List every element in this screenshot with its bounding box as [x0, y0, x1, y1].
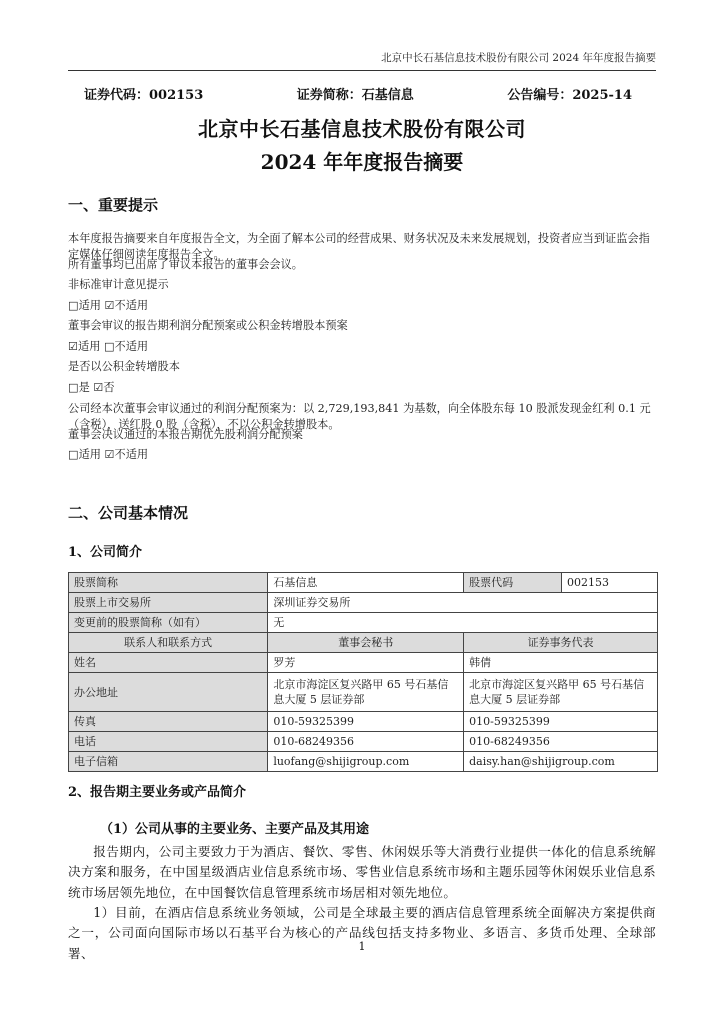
notes-line: 董事会决议通过的本报告期优先股利润分配预案 — [68, 427, 303, 441]
subheading-main-business: 2、报告期主要业务或产品简介 — [68, 785, 247, 800]
table-cell: 股票简称 — [69, 573, 268, 593]
table-header-cell: 联系人和联系方式 — [69, 633, 268, 653]
table-cell: 010-68249356 — [464, 732, 658, 752]
notes-line: 所有董事均已出席了审议本报告的董事会会议。 — [68, 257, 303, 271]
table-cell: 姓名 — [69, 653, 268, 673]
stock-code: 证券代码：002153 — [84, 88, 204, 103]
table-header-cell: 证券事务代表 — [464, 633, 658, 653]
table-cell: 罗芳 — [268, 653, 464, 673]
table-cell: daisy.han@shijigroup.com — [464, 752, 658, 772]
table-cell: 办公地址 — [69, 673, 268, 712]
notes-line: □适用 ☑不适用 — [68, 448, 149, 461]
table-cell: 股票代码 — [464, 573, 562, 593]
table-cell: 010-59325399 — [268, 712, 464, 732]
notes-line: 是否以公积金转增股本 — [68, 360, 180, 373]
table-row — [69, 712, 658, 732]
table-cell: 传真 — [69, 712, 268, 732]
table-cell: 010-68249356 — [268, 732, 464, 752]
table-row — [69, 653, 658, 673]
section-heading-company-basic-info: 二、公司基本情况 — [68, 504, 189, 522]
stock-abbreviation: 证券简称：石基信息 — [296, 88, 414, 103]
table-cell: luofang@shijigroup.com — [268, 752, 464, 772]
section-heading-important-notes: 一、重要提示 — [68, 196, 159, 214]
table-row — [69, 593, 658, 613]
running-header: 北京中长石基信息技术股份有限公司 2024 年年度报告摘要 — [381, 52, 656, 64]
table-cell: 股票上市交易所 — [69, 593, 268, 613]
table-cell: 010-59325399 — [464, 712, 658, 732]
table-cell: 002153 — [562, 573, 658, 593]
notes-line: 董事会审议的报告期利润分配预案或公积金转增股本预案 — [68, 319, 348, 332]
table-cell: 深圳证券交易所 — [268, 593, 658, 613]
table-cell: 无 — [268, 613, 658, 633]
company-title: 北京中长石基信息技术股份有限公司 — [198, 117, 526, 141]
table-cell: 韩倩 — [464, 653, 658, 673]
business-paragraph-2: 1）目前，在酒店信息系统业务领域，公司是全球最主要的酒店信息管理系统全面解决方案提供商之一，公司面向国际市场以石基平台为核心的产品线包括支持多物业、多语言、多货币处理、全球部署、 — [68, 905, 656, 961]
table-row — [69, 613, 658, 633]
notes-line: □是 ☑否 — [68, 380, 115, 394]
notice-number: 公告编号：2025-14 — [507, 88, 632, 103]
security-codes-line — [84, 84, 632, 103]
important-notes-body — [68, 228, 658, 466]
business-paragraph-1: 报告期内，公司主要致力于为酒店、餐饮、零售、休闲娱乐等大消费行业提供一体化的信息系统解决方案和服务，在中国星级酒店业信息系统市场、零售业信息系统市场和主题乐园等休闲娱乐业信息系统市场居领先地位，在中国餐饮信息管理系统市场居相对领先地位。 — [68, 844, 656, 900]
notes-line: 公司经本次董事会审议通过的利润分配预案为：以 2,729,193,841 为基数，向全体股东每 10 股派发现金红利 0.1 元（含税），送红股 0 股（含税），不以公积金转增股本。 — [68, 402, 651, 431]
table-row — [69, 732, 658, 752]
notes-line: □适用 ☑不适用 — [68, 298, 149, 312]
subheading-main-business-products: （1）公司从事的主要业务、主要产品及其用途 — [100, 822, 370, 837]
table-cell: 电子信箱 — [69, 752, 268, 772]
notes-line: 本年度报告摘要来自年度报告全文，为全面了解本公司的经营成果、财务状况及未来发展规划，投资者应当到证监会指定媒体仔细阅读年度报告全文。 — [68, 232, 650, 261]
company-info-table — [68, 572, 658, 772]
table-row — [69, 573, 658, 593]
table-cell: 北京市海淀区复兴路甲 65 号石基信息大厦 5 层证券部 — [268, 673, 464, 712]
table-cell: 电话 — [69, 732, 268, 752]
table-cell: 变更前的股票简称（如有） — [69, 613, 268, 633]
report-title: 2024 年年度报告摘要 — [260, 150, 464, 174]
table-row — [69, 752, 658, 772]
notes-line: ☑适用 □不适用 — [68, 339, 149, 353]
table-cell: 石基信息 — [268, 573, 464, 593]
subheading-company-profile: 1、公司简介 — [68, 545, 143, 560]
table-cell: 北京市海淀区复兴路甲 65 号石基信息大厦 5 层证券部 — [464, 673, 658, 712]
notes-line: 非标准审计意见提示 — [68, 278, 169, 291]
page-number: 1 — [358, 940, 366, 953]
header-rule — [68, 70, 656, 71]
table-row — [69, 673, 658, 712]
table-header-cell: 董事会秘书 — [268, 633, 464, 653]
table-row — [69, 633, 658, 653]
